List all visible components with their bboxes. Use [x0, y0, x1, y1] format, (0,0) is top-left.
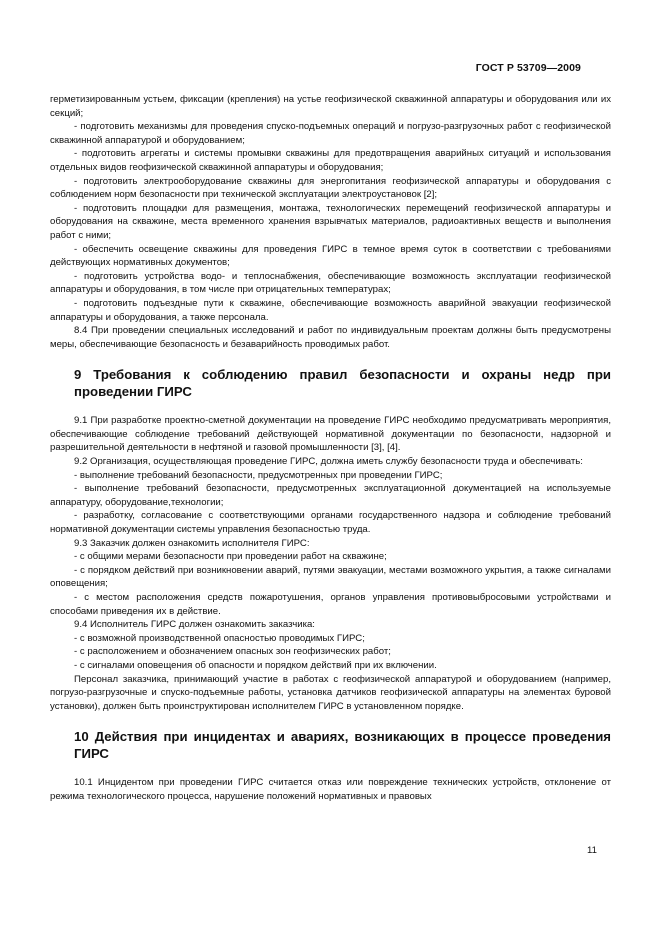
paragraph: - выполнение требований безопасности, предусмотренных эксплуатационной документацией на используемые аппаратуру, оборудование,технологии;	[50, 483, 611, 508]
paragraph: 9.4 Исполнитель ГИРС должен ознакомить заказчика:	[74, 619, 315, 631]
paragraph: - подготовить электрооборудование скважины для энергопитания геофизической аппаратуры и оборудования с соблюдением норм безопасности при технической эксплуатации электроустановок [2];	[50, 175, 611, 201]
document-code-header: ГОСТ Р 53709—2009	[475, 62, 581, 74]
paragraph: герметизированным устьем, фиксации (крепления) на устье геофизической скважинной аппаратуры и оборудования или их секций;	[50, 94, 611, 119]
paragraph: - с сигналами оповещения об опасности и порядком действий при их включении.	[74, 659, 437, 671]
page-number: 11	[587, 845, 597, 856]
paragraph: - подготовить подъездные пути к скважине, обеспечивающие возможность аварийной эвакуации геофизической аппаратуры и оборудования, а также персонала.	[50, 297, 611, 323]
document-body	[50, 93, 611, 804]
paragraph: - с возможной производственной опасностью проводимых ГИРС;	[74, 632, 365, 644]
section-heading: 10 Действия при инцидентах и авариях, возникающих в процессе проведения ГИРС	[74, 729, 611, 761]
paragraph: - с местом расположения средств пожаротушения, органов управления противовыбросовыми устройствами и способами приведения их в действие.	[50, 592, 611, 617]
paragraph: 8.4 При проведении специальных исследований и работ по индивидуальным проектам должны быть предусмотрены меры, обеспечивающие безопасность и безаварийность проводимых работ.	[50, 325, 611, 350]
paragraph: - подготовить устройства водо- и теплоснабжения, обеспечивающие возможность эксплуатации геофизической аппаратуры и оборудования, в том числе при отрицательных температурах;	[50, 270, 611, 296]
paragraph: - с порядком действий при возникновении аварий, путями эвакуации, местами возможного укрытия, а также сигналами оповещения;	[50, 564, 611, 590]
paragraph: - с общими мерами безопасности при проведении работ на скважине;	[74, 551, 387, 563]
paragraph: - с расположением и обозначением опасных зон геофизических работ;	[74, 646, 391, 658]
paragraph: - подготовить механизмы для проведения спуско-подъемных операций и погрузо-разгрузочных работ с геофизической скважинной аппаратурой и оборудованием;	[50, 121, 611, 146]
paragraph: - выполнение требований безопасности, предусмотренных при проведении ГИРС;	[74, 469, 443, 481]
paragraph: - обеспечить освещение скважины для проведения ГИРС в темное время суток в соответствии с требованиями действующих нормативных документов;	[50, 243, 611, 269]
paragraph: 9.3 Заказчик должен ознакомить исполнителя ГИРС:	[74, 537, 310, 549]
paragraph: - подготовить агрегаты и системы промывки скважины для предотвращения аварийных ситуаций и использования отдельных видов геофизической скважинной аппаратуры и оборудования;	[50, 148, 611, 173]
paragraph: - разработку, согласование с соответствующими органами государственного надзора и соблюдение требований нормативной документации системы управления безопасностью труда.	[50, 510, 611, 536]
section-heading: 9 Требования к соблюдению правил безопасности и охраны недр при проведении ГИРС	[74, 367, 611, 399]
paragraph: - подготовить площадки для размещения, монтажа, технологических перемещений геофизической аппаратуры и оборудования на скважине, места временного хранения взрывчатых материалов, радиоактивных веществ и выполнения работ с ними;	[50, 202, 611, 241]
paragraph: 9.1 При разработке проектно-сметной документации на проведение ГИРС необходимо предусматривать мероприятия, обеспечивающие соблюдение требований действующей нормативной документации по безопасности, надзорной и разрешительной деятельности в нефтяной и газовой промышленности [3], [4].	[50, 415, 611, 454]
paragraph: 9.2 Организация, осуществляющая проведение ГИРС, должна иметь службу безопасности труда и обеспечивать:	[74, 456, 583, 468]
paragraph: Персонал заказчика, принимающий участие в работах с геофизической аппаратурой и оборудованием (например, погрузо-разгрузочные и спуско-подъемные работы, установка датчиков геофизической аппаратуры на элементах буровой установки), должен быть проинструктирован исполнителем ГИРС в установленном порядке.	[50, 673, 611, 712]
paragraph: 10.1 Инцидентом при проведении ГИРС считается отказ или повреждение технических устройств, отклонение от режима технологического процесса, нарушение положений нормативных и правовых	[50, 777, 611, 802]
